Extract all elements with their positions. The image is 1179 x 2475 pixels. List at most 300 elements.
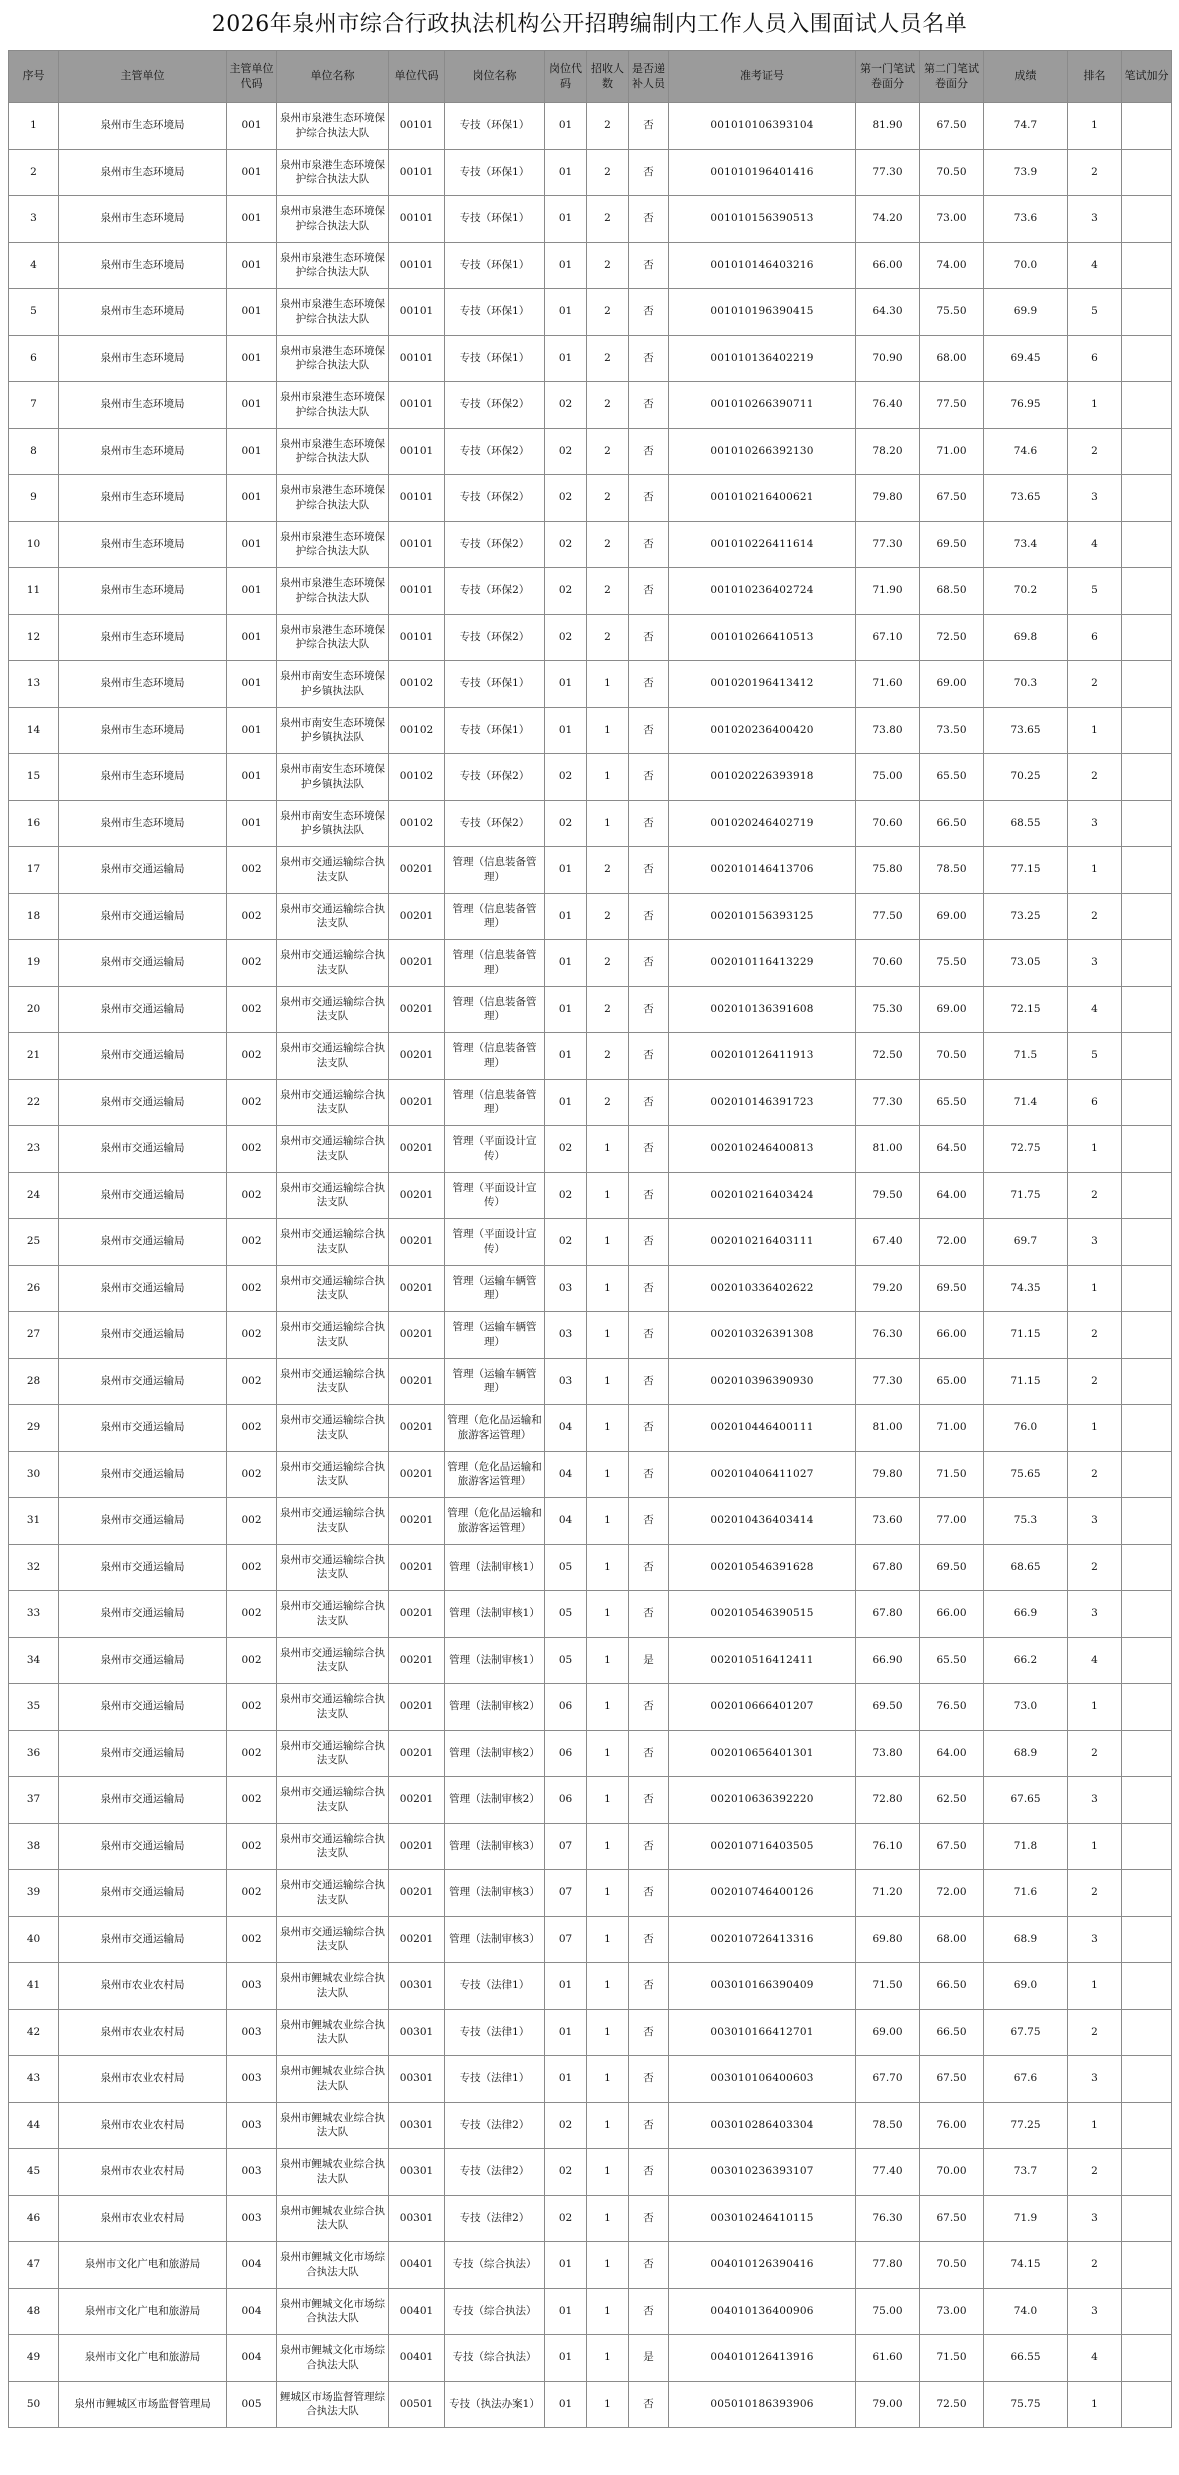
cell-bonus [1122, 1870, 1172, 1917]
cell-seq: 12 [9, 614, 59, 661]
cell-seq: 21 [9, 1033, 59, 1080]
cell-pos-code: 01 [545, 986, 587, 1033]
cell-quota: 1 [587, 1219, 629, 1266]
cell-position: 专技（环保2） [445, 382, 545, 429]
cell-seq: 18 [9, 893, 59, 940]
table-row [9, 2381, 1172, 2428]
cell-dept: 泉州市交通运输局 [59, 847, 227, 894]
cell-score: 69.8 [984, 614, 1068, 661]
cell-score: 71.4 [984, 1079, 1068, 1126]
cell-bonus [1122, 1172, 1172, 1219]
table-row [9, 1870, 1172, 1917]
cell-dept: 泉州市生态环境局 [59, 103, 227, 150]
cell-unit-code: 00201 [389, 1219, 445, 1266]
cell-dept-code: 003 [227, 2056, 277, 2103]
cell-pos-code: 02 [545, 2102, 587, 2149]
cell-exam1: 67.80 [856, 1544, 920, 1591]
cell-dept: 泉州市交通运输局 [59, 1079, 227, 1126]
cell-exam2: 75.50 [920, 289, 984, 336]
cell-unit-code: 00301 [389, 2102, 445, 2149]
cell-bonus [1122, 940, 1172, 987]
cell-quota: 1 [587, 2195, 629, 2242]
cell-quota: 1 [587, 1591, 629, 1638]
cell-unit: 泉州市交通运输综合执法支队 [277, 1265, 389, 1312]
table-row [9, 847, 1172, 894]
table-row [9, 475, 1172, 522]
cell-dept: 泉州市农业农村局 [59, 2195, 227, 2242]
cell-score: 74.0 [984, 2288, 1068, 2335]
cell-rank: 3 [1068, 2288, 1122, 2335]
cell-score: 76.95 [984, 382, 1068, 429]
cell-quota: 1 [587, 2149, 629, 2196]
cell-score: 73.65 [984, 475, 1068, 522]
cell-ticket: 003010286403304 [669, 2102, 856, 2149]
cell-pos-code: 02 [545, 2149, 587, 2196]
cell-seq: 1 [9, 103, 59, 150]
cell-dept-code: 001 [227, 521, 277, 568]
cell-exam2: 64.00 [920, 1730, 984, 1777]
cell-unit: 泉州市交通运输综合执法支队 [277, 940, 389, 987]
cell-exam1: 69.50 [856, 1684, 920, 1731]
cell-backup: 是 [629, 1637, 669, 1684]
header-pos-code: 岗位代码 [545, 51, 587, 103]
cell-seq: 41 [9, 1963, 59, 2010]
cell-exam1: 73.80 [856, 707, 920, 754]
cell-rank: 3 [1068, 2056, 1122, 2103]
table-row [9, 2335, 1172, 2382]
cell-unit: 泉州市交通运输综合执法支队 [277, 1637, 389, 1684]
cell-unit-code: 00201 [389, 1405, 445, 1452]
cell-rank: 2 [1068, 1451, 1122, 1498]
cell-dept-code: 005 [227, 2381, 277, 2428]
cell-exam1: 69.00 [856, 2009, 920, 2056]
cell-exam2: 65.50 [920, 1079, 984, 1126]
cell-dept: 泉州市文化广电和旅游局 [59, 2288, 227, 2335]
cell-bonus [1122, 1544, 1172, 1591]
cell-dept: 泉州市交通运输局 [59, 1451, 227, 1498]
cell-backup: 否 [629, 707, 669, 754]
cell-unit: 泉州市泉港生态环境保护综合执法大队 [277, 614, 389, 661]
cell-position: 专技（法律1） [445, 2009, 545, 2056]
cell-dept-code: 001 [227, 196, 277, 243]
cell-dept: 泉州市农业农村局 [59, 2056, 227, 2103]
cell-dept: 泉州市交通运输局 [59, 893, 227, 940]
cell-ticket: 004010136400906 [669, 2288, 856, 2335]
cell-dept-code: 001 [227, 289, 277, 336]
cell-rank: 1 [1068, 1405, 1122, 1452]
cell-unit: 泉州市南安生态环境保护乡镇执法队 [277, 800, 389, 847]
cell-seq: 48 [9, 2288, 59, 2335]
cell-rank: 2 [1068, 149, 1122, 196]
cell-seq: 35 [9, 1684, 59, 1731]
cell-unit: 鲤城区市场监督管理综合执法大队 [277, 2381, 389, 2428]
cell-ticket: 002010326391308 [669, 1312, 856, 1359]
cell-unit-code: 00101 [389, 521, 445, 568]
cell-position: 管理（信息装备管理） [445, 1033, 545, 1080]
cell-ticket: 002010216403111 [669, 1219, 856, 1266]
cell-quota: 2 [587, 103, 629, 150]
table-row [9, 1498, 1172, 1545]
cell-dept-code: 001 [227, 103, 277, 150]
cell-dept: 泉州市交通运输局 [59, 1777, 227, 1824]
cell-quota: 2 [587, 196, 629, 243]
cell-backup: 否 [629, 893, 669, 940]
cell-position: 专技（环保2） [445, 800, 545, 847]
cell-position: 专技（环保2） [445, 754, 545, 801]
cell-unit: 泉州市泉港生态环境保护综合执法大队 [277, 475, 389, 522]
cell-backup: 否 [629, 1684, 669, 1731]
table-row [9, 2242, 1172, 2289]
cell-unit-code: 00201 [389, 1079, 445, 1126]
cell-quota: 2 [587, 335, 629, 382]
cell-quota: 1 [587, 2288, 629, 2335]
cell-quota: 1 [587, 1544, 629, 1591]
cell-quota: 2 [587, 1079, 629, 1126]
cell-pos-code: 05 [545, 1637, 587, 1684]
cell-dept: 泉州市文化广电和旅游局 [59, 2242, 227, 2289]
cell-exam2: 73.00 [920, 196, 984, 243]
cell-ticket: 003010166412701 [669, 2009, 856, 2056]
cell-pos-code: 02 [545, 475, 587, 522]
cell-quota: 1 [587, 1126, 629, 1173]
cell-bonus [1122, 103, 1172, 150]
cell-backup: 否 [629, 1498, 669, 1545]
table-row [9, 2195, 1172, 2242]
cell-rank: 2 [1068, 2009, 1122, 2056]
cell-pos-code: 01 [545, 289, 587, 336]
cell-dept: 泉州市生态环境局 [59, 707, 227, 754]
cell-seq: 47 [9, 2242, 59, 2289]
cell-unit-code: 00101 [389, 289, 445, 336]
header-dept-code: 主管单位代码 [227, 51, 277, 103]
cell-ticket: 002010336402622 [669, 1265, 856, 1312]
cell-backup: 否 [629, 1963, 669, 2010]
cell-dept-code: 002 [227, 1172, 277, 1219]
cell-unit: 泉州市鲤城农业综合执法大队 [277, 2056, 389, 2103]
table-row [9, 1916, 1172, 1963]
cell-pos-code: 02 [545, 1126, 587, 1173]
cell-backup: 否 [629, 1219, 669, 1266]
cell-unit: 泉州市交通运输综合执法支队 [277, 1870, 389, 1917]
cell-ticket: 002010446400111 [669, 1405, 856, 1452]
cell-exam2: 66.00 [920, 1312, 984, 1359]
cell-quota: 1 [587, 1172, 629, 1219]
cell-ticket: 001010136402219 [669, 335, 856, 382]
cell-unit-code: 00101 [389, 382, 445, 429]
table-row [9, 2056, 1172, 2103]
cell-ticket: 001010266410513 [669, 614, 856, 661]
cell-score: 70.0 [984, 242, 1068, 289]
cell-pos-code: 02 [545, 614, 587, 661]
table-body [9, 103, 1172, 2428]
cell-ticket: 002010656401301 [669, 1730, 856, 1777]
cell-unit-code: 00401 [389, 2288, 445, 2335]
header-seq: 序号 [9, 51, 59, 103]
cell-seq: 26 [9, 1265, 59, 1312]
cell-bonus [1122, 754, 1172, 801]
cell-exam2: 76.50 [920, 1684, 984, 1731]
cell-pos-code: 04 [545, 1451, 587, 1498]
cell-rank: 2 [1068, 2242, 1122, 2289]
cell-pos-code: 02 [545, 754, 587, 801]
cell-dept-code: 002 [227, 1637, 277, 1684]
cell-unit: 泉州市鲤城农业综合执法大队 [277, 1963, 389, 2010]
cell-ticket: 002010156393125 [669, 893, 856, 940]
cell-dept: 泉州市交通运输局 [59, 1219, 227, 1266]
cell-exam1: 72.50 [856, 1033, 920, 1080]
cell-position: 专技（环保1） [445, 289, 545, 336]
cell-seq: 14 [9, 707, 59, 754]
cell-backup: 否 [629, 1870, 669, 1917]
cell-dept: 泉州市交通运输局 [59, 1684, 227, 1731]
cell-pos-code: 01 [545, 2056, 587, 2103]
cell-position: 专技（法律1） [445, 2056, 545, 2103]
cell-dept-code: 001 [227, 707, 277, 754]
cell-unit-code: 00102 [389, 800, 445, 847]
cell-exam1: 77.30 [856, 1079, 920, 1126]
cell-bonus [1122, 2009, 1172, 2056]
cell-seq: 3 [9, 196, 59, 243]
cell-position: 管理（法制审核1） [445, 1637, 545, 1684]
cell-backup: 否 [629, 1777, 669, 1824]
cell-exam1: 66.90 [856, 1637, 920, 1684]
cell-score: 69.9 [984, 289, 1068, 336]
table-row [9, 893, 1172, 940]
cell-unit: 泉州市泉港生态环境保护综合执法大队 [277, 242, 389, 289]
cell-unit-code: 00301 [389, 2056, 445, 2103]
cell-bonus [1122, 1916, 1172, 1963]
cell-pos-code: 05 [545, 1591, 587, 1638]
cell-position: 管理（平面设计宣传） [445, 1172, 545, 1219]
cell-score: 73.25 [984, 893, 1068, 940]
cell-score: 70.25 [984, 754, 1068, 801]
cell-dept: 泉州市生态环境局 [59, 661, 227, 708]
cell-rank: 2 [1068, 1358, 1122, 1405]
cell-backup: 否 [629, 614, 669, 661]
cell-backup: 否 [629, 521, 669, 568]
cell-bonus [1122, 1730, 1172, 1777]
cell-ticket: 001010226411614 [669, 521, 856, 568]
cell-rank: 3 [1068, 940, 1122, 987]
cell-seq: 10 [9, 521, 59, 568]
cell-unit-code: 00201 [389, 1312, 445, 1359]
cell-score: 68.55 [984, 800, 1068, 847]
table-row [9, 1219, 1172, 1266]
cell-dept-code: 002 [227, 986, 277, 1033]
cell-backup: 否 [629, 661, 669, 708]
cell-bonus [1122, 1219, 1172, 1266]
cell-seq: 25 [9, 1219, 59, 1266]
cell-dept: 泉州市交通运输局 [59, 1033, 227, 1080]
cell-dept: 泉州市交通运输局 [59, 1172, 227, 1219]
cell-backup: 否 [629, 103, 669, 150]
cell-unit: 泉州市交通运输综合执法支队 [277, 1777, 389, 1824]
cell-pos-code: 05 [545, 1544, 587, 1591]
cell-seq: 7 [9, 382, 59, 429]
cell-bonus [1122, 475, 1172, 522]
cell-dept: 泉州市交通运输局 [59, 1870, 227, 1917]
cell-pos-code: 03 [545, 1358, 587, 1405]
table-row [9, 1126, 1172, 1173]
cell-seq: 36 [9, 1730, 59, 1777]
table-row [9, 1265, 1172, 1312]
cell-dept-code: 003 [227, 2149, 277, 2196]
cell-exam1: 66.00 [856, 242, 920, 289]
table-row [9, 1684, 1172, 1731]
cell-unit-code: 00301 [389, 2195, 445, 2242]
cell-seq: 17 [9, 847, 59, 894]
cell-ticket: 001010146403216 [669, 242, 856, 289]
cell-backup: 否 [629, 800, 669, 847]
cell-backup: 否 [629, 847, 669, 894]
cell-quota: 1 [587, 2102, 629, 2149]
cell-seq: 34 [9, 1637, 59, 1684]
table-row [9, 986, 1172, 1033]
cell-seq: 19 [9, 940, 59, 987]
cell-score: 67.65 [984, 1777, 1068, 1824]
table-row [9, 940, 1172, 987]
cell-exam2: 65.50 [920, 754, 984, 801]
cell-position: 管理（法制审核2） [445, 1777, 545, 1824]
cell-exam1: 74.20 [856, 196, 920, 243]
cell-score: 73.4 [984, 521, 1068, 568]
cell-position: 专技（环保2） [445, 475, 545, 522]
cell-dept: 泉州市交通运输局 [59, 1544, 227, 1591]
table-row [9, 1405, 1172, 1452]
cell-position: 管理（法制审核1） [445, 1591, 545, 1638]
cell-seq: 32 [9, 1544, 59, 1591]
cell-position: 专技（综合执法） [445, 2288, 545, 2335]
cell-unit-code: 00201 [389, 1498, 445, 1545]
cell-score: 71.6 [984, 1870, 1068, 1917]
cell-ticket: 002010436403414 [669, 1498, 856, 1545]
cell-exam1: 70.60 [856, 940, 920, 987]
cell-dept: 泉州市生态环境局 [59, 754, 227, 801]
cell-dept-code: 003 [227, 2009, 277, 2056]
cell-ticket: 001010266392130 [669, 428, 856, 475]
cell-backup: 否 [629, 2102, 669, 2149]
cell-unit-code: 00101 [389, 196, 445, 243]
cell-bonus [1122, 1963, 1172, 2010]
cell-quota: 1 [587, 2009, 629, 2056]
cell-bonus [1122, 2335, 1172, 2382]
cell-score: 69.0 [984, 1963, 1068, 2010]
cell-score: 66.2 [984, 1637, 1068, 1684]
cell-seq: 20 [9, 986, 59, 1033]
cell-dept-code: 001 [227, 149, 277, 196]
cell-rank: 3 [1068, 1219, 1122, 1266]
cell-dept-code: 002 [227, 1730, 277, 1777]
cell-unit: 泉州市交通运输综合执法支队 [277, 1312, 389, 1359]
cell-rank: 2 [1068, 1870, 1122, 1917]
cell-unit-code: 00301 [389, 2009, 445, 2056]
cell-backup: 否 [629, 1033, 669, 1080]
cell-ticket: 002010746400126 [669, 1870, 856, 1917]
cell-exam2: 71.00 [920, 428, 984, 475]
cell-exam1: 79.80 [856, 475, 920, 522]
cell-ticket: 003010166390409 [669, 1963, 856, 2010]
cell-exam2: 70.50 [920, 1033, 984, 1080]
cell-score: 71.75 [984, 1172, 1068, 1219]
table-header [9, 51, 1172, 103]
cell-score: 72.75 [984, 1126, 1068, 1173]
cell-quota: 1 [587, 754, 629, 801]
table-row [9, 2149, 1172, 2196]
cell-quota: 1 [587, 1870, 629, 1917]
cell-unit-code: 00501 [389, 2381, 445, 2428]
cell-rank: 1 [1068, 382, 1122, 429]
cell-bonus [1122, 149, 1172, 196]
cell-quota: 1 [587, 1265, 629, 1312]
cell-exam1: 61.60 [856, 2335, 920, 2382]
cell-unit: 泉州市鲤城农业综合执法大队 [277, 2009, 389, 2056]
cell-pos-code: 07 [545, 1916, 587, 1963]
table-row [9, 800, 1172, 847]
header-ticket: 准考证号 [669, 51, 856, 103]
cell-pos-code: 02 [545, 568, 587, 615]
cell-ticket: 002010726413316 [669, 1916, 856, 1963]
cell-dept: 泉州市交通运输局 [59, 1498, 227, 1545]
table-row [9, 1544, 1172, 1591]
cell-unit-code: 00101 [389, 149, 445, 196]
cell-exam2: 77.50 [920, 382, 984, 429]
cell-unit-code: 00201 [389, 1358, 445, 1405]
cell-rank: 5 [1068, 568, 1122, 615]
cell-exam2: 69.00 [920, 986, 984, 1033]
cell-seq: 24 [9, 1172, 59, 1219]
cell-exam1: 71.90 [856, 568, 920, 615]
cell-backup: 否 [629, 1591, 669, 1638]
cell-position: 专技（环保1） [445, 242, 545, 289]
cell-unit: 泉州市泉港生态环境保护综合执法大队 [277, 149, 389, 196]
cell-rank: 1 [1068, 1126, 1122, 1173]
cell-quota: 1 [587, 1498, 629, 1545]
cell-rank: 3 [1068, 1498, 1122, 1545]
table-row [9, 289, 1172, 336]
header-unit-code: 单位代码 [389, 51, 445, 103]
cell-dept: 泉州市生态环境局 [59, 149, 227, 196]
cell-exam1: 77.40 [856, 2149, 920, 2196]
cell-bonus [1122, 382, 1172, 429]
cell-dept-code: 001 [227, 568, 277, 615]
cell-score: 75.75 [984, 2381, 1068, 2428]
cell-backup: 否 [629, 1730, 669, 1777]
cell-exam2: 67.50 [920, 2056, 984, 2103]
cell-score: 73.05 [984, 940, 1068, 987]
cell-unit-code: 00101 [389, 568, 445, 615]
cell-unit: 泉州市泉港生态环境保护综合执法大队 [277, 289, 389, 336]
cell-exam2: 66.50 [920, 2009, 984, 2056]
cell-dept: 泉州市农业农村局 [59, 1963, 227, 2010]
cell-position: 管理（信息装备管理） [445, 1079, 545, 1126]
cell-unit: 泉州市交通运输综合执法支队 [277, 893, 389, 940]
cell-unit-code: 00401 [389, 2335, 445, 2382]
cell-unit-code: 00102 [389, 661, 445, 708]
table-row [9, 707, 1172, 754]
cell-backup: 否 [629, 2288, 669, 2335]
cell-unit: 泉州市交通运输综合执法支队 [277, 1823, 389, 1870]
cell-rank: 1 [1068, 103, 1122, 150]
cell-bonus [1122, 2056, 1172, 2103]
cell-quota: 1 [587, 800, 629, 847]
cell-dept: 泉州市生态环境局 [59, 475, 227, 522]
cell-rank: 2 [1068, 1730, 1122, 1777]
cell-bonus [1122, 568, 1172, 615]
cell-position: 管理（法制审核1） [445, 1544, 545, 1591]
cell-exam2: 68.00 [920, 335, 984, 382]
cell-ticket: 002010546391628 [669, 1544, 856, 1591]
cell-score: 69.7 [984, 1219, 1068, 1266]
